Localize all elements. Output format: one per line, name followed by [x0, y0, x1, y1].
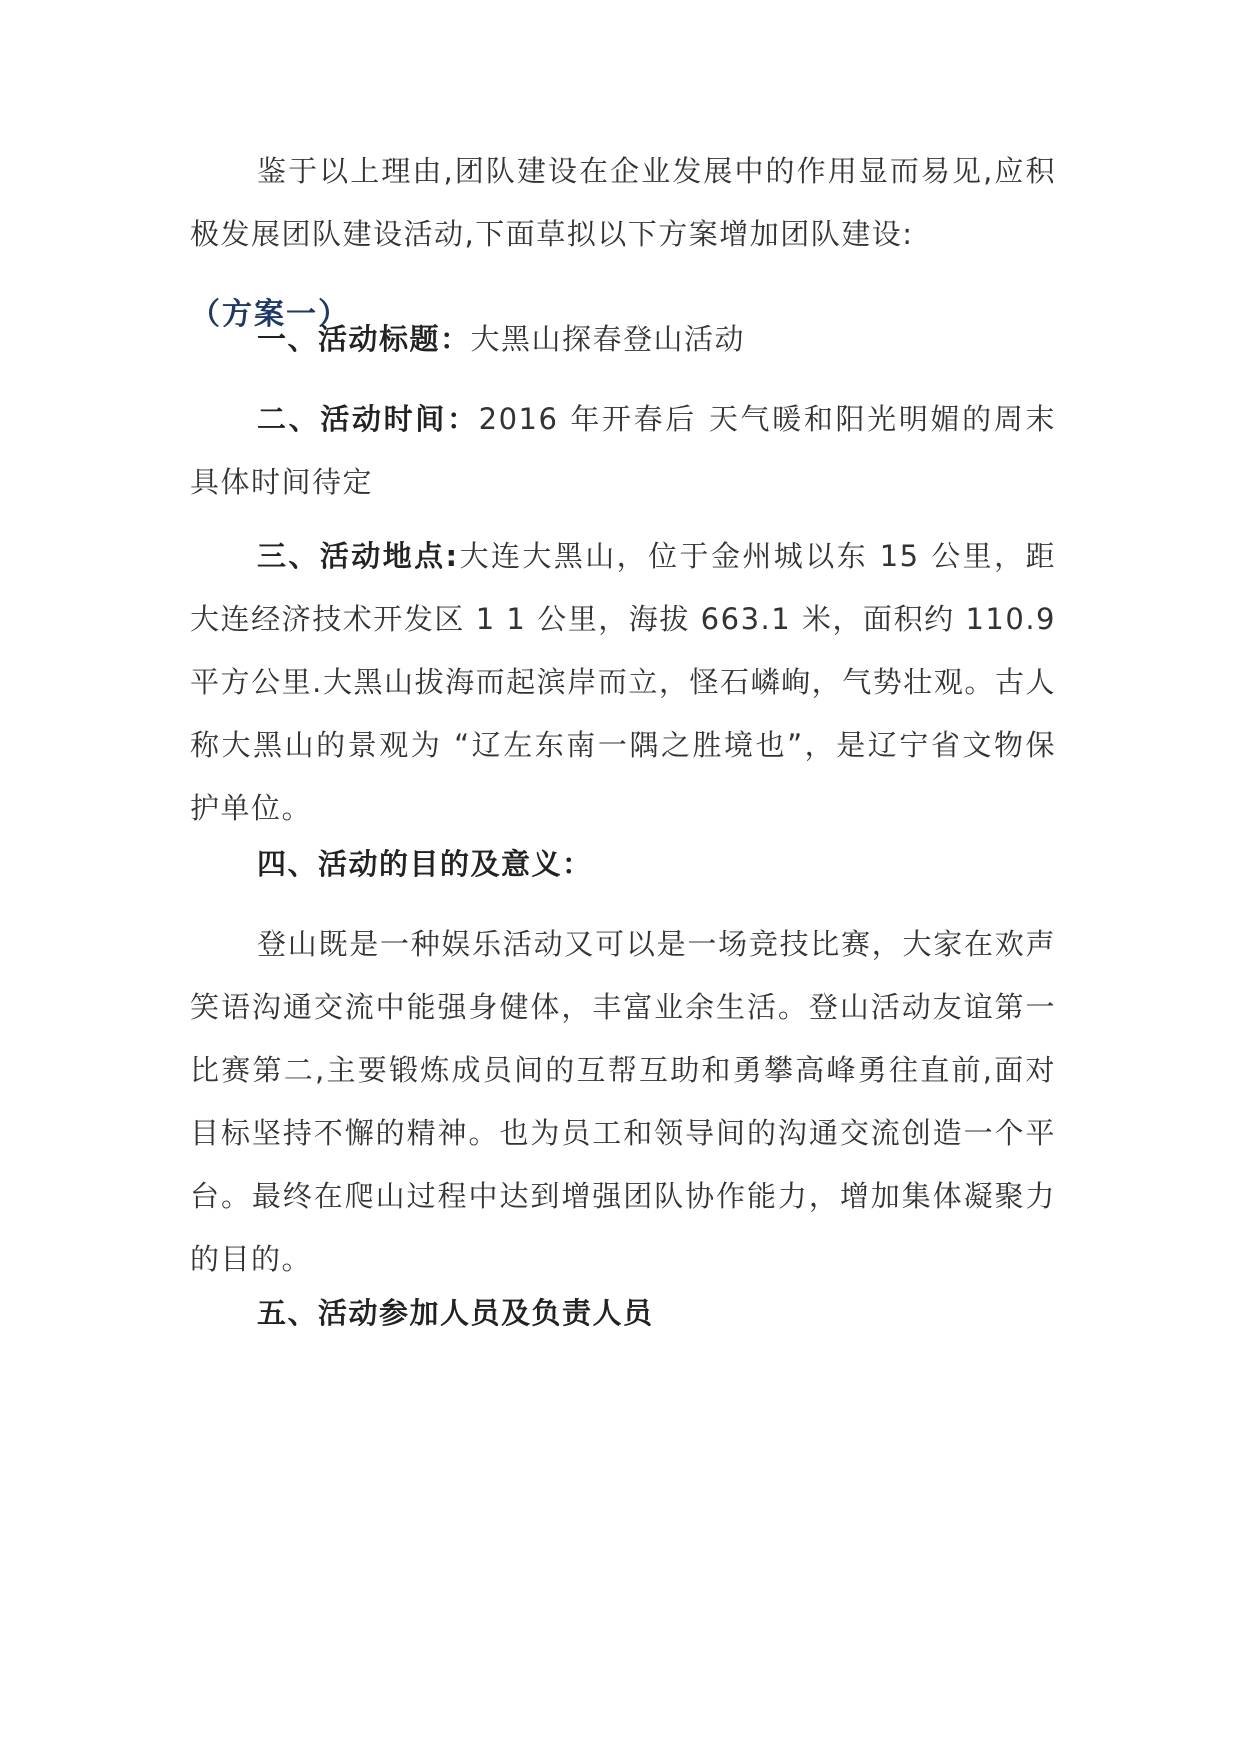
section-time-text: 2016 年开春后 天气暖和阳光明媚的周末 具体时间待定	[190, 402, 1056, 499]
section-purpose	[190, 833, 1056, 896]
section-title	[190, 308, 1056, 371]
plan-label: （方案一）	[190, 297, 350, 332]
section-location-text: 大连大黑山，位于金州城以东 15 公里，距大连经济技术开发区 1 1 公里，海拔 663.1 米，面积约 110.9 平方公里.大黑山拔海而起滨岸而立，怪石嶙峋，气势壮观。古人称大黑山的景观为 “辽左东南一隅之胜境也”，是辽宁省文物保护单位。	[190, 539, 1056, 825]
section-location-heading: 三、活动地点:	[257, 539, 459, 573]
section-purpose-heading: 四、活动的目的及意义：	[257, 847, 593, 881]
section-title-text: 大黑山探春登山活动	[470, 322, 746, 356]
purpose-paragraph: 登山既是一种娱乐活动又可以是一场竞技比赛，大家在欢声笑语沟通交流中能强身健体，丰富业余生活。登山活动友谊第一比赛第二,主要锻炼成员间的互帮互助和勇攀高峰勇往直前,面对目标坚持不懈的精神。也为员工和领导间的沟通交流创造一个平台。最终在爬山过程中达到增强团队协作能力，增加集体凝聚力的目的。	[190, 927, 1056, 1276]
section-participants	[190, 1282, 1056, 1345]
section-participants-heading: 五、活动参加人员及负责人员	[257, 1296, 654, 1330]
section-time-heading: 二、活动时间：	[257, 402, 479, 436]
section-title-heading: 一、活动标题：	[257, 322, 471, 356]
intro-paragraph: 鉴于以上理由,团队建设在企业发展中的作用显而易见,应积极发展团队建设活动,下面草拟以下方案增加团队建设:	[190, 154, 1056, 251]
section-time	[190, 388, 1056, 514]
section-location	[190, 525, 1056, 840]
